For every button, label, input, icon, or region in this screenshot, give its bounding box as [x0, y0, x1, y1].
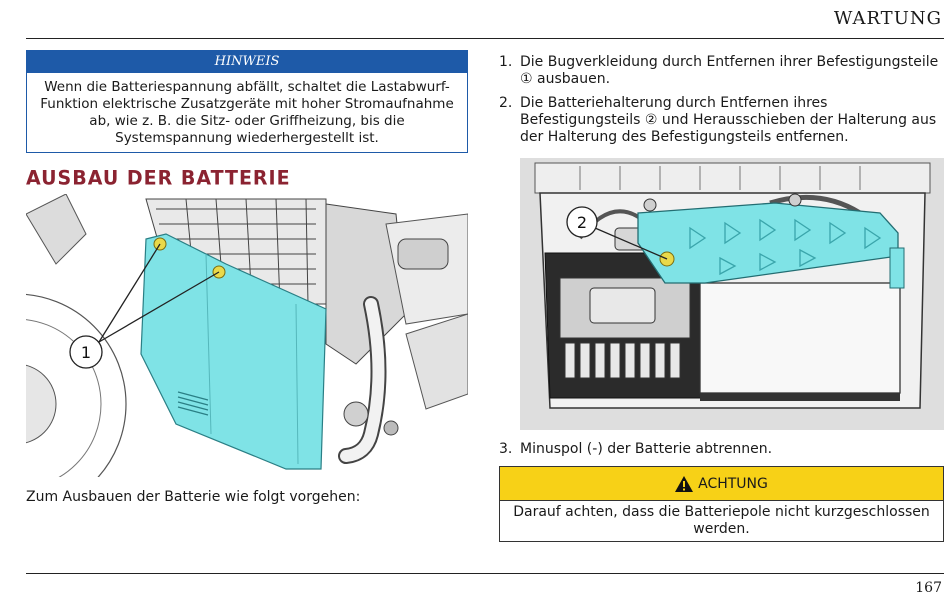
notice-box [26, 50, 468, 153]
footer-rule [26, 573, 944, 574]
caution-box [499, 466, 944, 542]
fairing-illustration [26, 194, 468, 477]
step-number: 2. [499, 95, 513, 111]
caution-label: ACHTUNG [698, 475, 768, 492]
header-rule [26, 38, 944, 39]
warning-icon [675, 476, 693, 492]
page-header-title: WARTUNG [833, 8, 942, 29]
step-text: Die Bugverkleidung durch Entfernen ihrer Befestigungsteile ① ausbauen. [520, 54, 939, 87]
intro-text: Zum Ausbauen der Batterie wie folgt vorgehen: [26, 489, 361, 505]
section-title: AUSBAU DER BATTERIE [26, 166, 291, 190]
caution-text: Darauf achten, dass die Batteriepole nicht kurzgeschlossen werden. [513, 504, 930, 537]
page-number: 167 [915, 580, 942, 596]
step-number: 1. [499, 54, 513, 70]
callout-2: 2 [576, 213, 588, 232]
step-text: Die Batteriehalterung durch Entfernen ihres Befestigungsteils ② und Herausschieben der Halterung aus der Halterung des Befestigungsteils entfernen. [520, 95, 937, 145]
battery-bracket-illustration [520, 158, 944, 430]
step-number: 3. [499, 441, 513, 457]
step-text: Minuspol (-) der Batterie abtrennen. [520, 441, 773, 457]
notice-label: HINWEIS [27, 51, 467, 73]
caution-header [500, 467, 943, 501]
callout-1: 1 [80, 343, 92, 362]
notice-text: Wenn die Batteriespannung abfällt, schaltet die Lastabwurf-Funktion elektrische Zusatzgeräte mit hoher Stromaufnahme ab, wie z. B. die Sitz- oder Griffheizung, bis die Systemspannung wiederhergestellt ist. [40, 79, 454, 146]
